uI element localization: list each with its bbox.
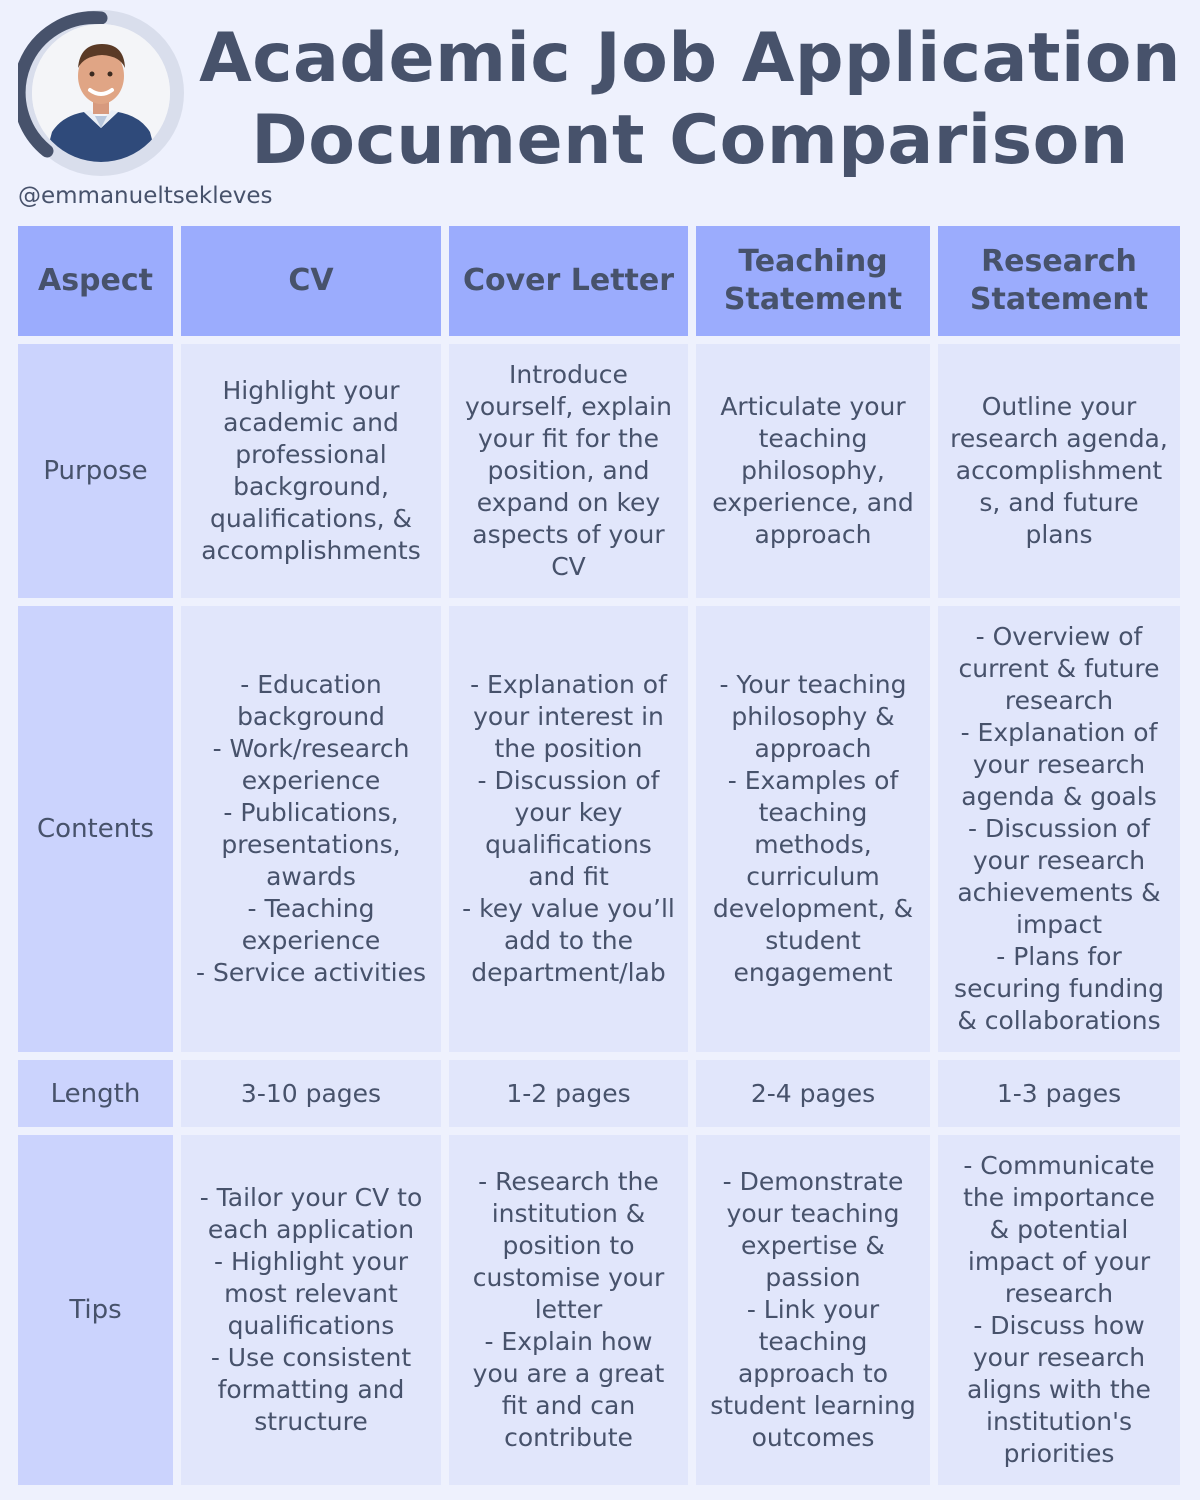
avatar-photo	[32, 24, 170, 162]
column-header-cv: CV	[181, 226, 441, 336]
cell-length-teaching-statement: 2-4 pages	[696, 1060, 930, 1127]
cell-purpose-cv: Highlight your academic and professional background, qualifications, & accomplishments	[181, 344, 441, 598]
page-header	[0, 0, 1200, 215]
author-handle: @emmanueltsekleves	[18, 183, 273, 209]
cell-purpose-cover-letter: Introduce yourself, explain your fit for the position, and expand on key aspects of your CV	[449, 344, 688, 598]
profile-avatar	[18, 10, 184, 176]
cell-contents-research-statement: - Overview of current & future research - Explanation of your research agenda & goals - Discussion of your research achievements & impact - Plans for securing funding & collaborations	[938, 606, 1180, 1052]
page-title-line-1: Academic Job Application	[199, 19, 1181, 98]
column-header-aspect: Aspect	[18, 226, 173, 336]
cell-contents-cover-letter: - Explanation of your interest in the position - Discussion of your key qualifications and fit - key value you’ll add to the department/lab	[449, 606, 688, 1052]
row-label-contents: Contents	[18, 606, 173, 1052]
cell-length-cover-letter: 1-2 pages	[449, 1060, 688, 1127]
row-label-tips: Tips	[18, 1135, 173, 1485]
cell-contents-cv: - Education background - Work/research experience - Publications, presentations, awards - Teaching experience - Service activities	[181, 606, 441, 1052]
cell-contents-teaching-statement: - Your teaching philosophy & approach - Examples of teaching methods, curriculum development, & student engagement	[696, 606, 930, 1052]
cell-length-cv: 3-10 pages	[181, 1060, 441, 1127]
row-label-length: Length	[18, 1060, 173, 1127]
column-header-cover-letter: Cover Letter	[449, 226, 688, 336]
person-portrait-icon	[32, 24, 170, 162]
column-header-teaching-statement: Teaching Statement	[696, 226, 930, 336]
cell-purpose-research-statement: Outline your research agenda, accomplishment s, and future plans	[938, 344, 1180, 598]
page-title-line-2: Document Comparison	[251, 101, 1129, 180]
column-header-research-statement: Research Statement	[938, 226, 1180, 336]
cell-length-research-statement: 1-3 pages	[938, 1060, 1180, 1127]
cell-tips-teaching-statement: - Demonstrate your teaching expertise & passion - Link your teaching approach to student learning outcomes	[696, 1135, 930, 1485]
page-title	[190, 18, 1190, 182]
row-label-purpose: Purpose	[18, 344, 173, 598]
cell-tips-research-statement: - Communicate the importance & potential impact of your research - Discuss how your research aligns with the institution's priorities	[938, 1135, 1180, 1485]
cell-purpose-teaching-statement: Articulate your teaching philosophy, experience, and approach	[696, 344, 930, 598]
comparison-table	[18, 226, 1180, 1486]
cell-tips-cv: - Tailor your CV to each application - Highlight your most relevant qualifications - Use consistent formatting and structure	[181, 1135, 441, 1485]
cell-tips-cover-letter: - Research the institution & position to customise your letter - Explain how you are a great fit and can contribute	[449, 1135, 688, 1485]
